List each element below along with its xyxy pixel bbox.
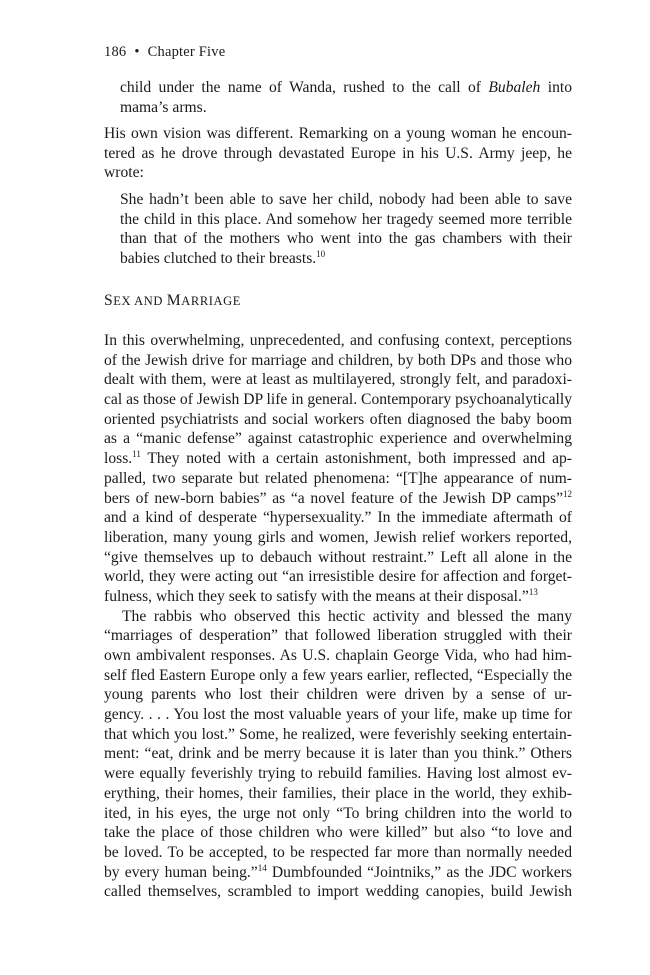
paragraph-line: self fled Eastern Europe only a few years earlier, reflected, “Especially the bbox=[104, 666, 572, 684]
quote-line: child under the name of Wanda, rushed to the call of Bubaleh into bbox=[120, 79, 572, 96]
paragraph-line: world, they were acting out “an irresistible desire for affection and forget- bbox=[104, 568, 572, 586]
paragraph-line: and a kind of desperate “hypersexuality.” In the immediate aftermath of bbox=[104, 509, 572, 527]
running-header bbox=[104, 44, 225, 61]
paragraph-line: palled, two separate but related phenomena: “[T]he appearance of num- bbox=[104, 469, 572, 487]
paragraph-line: In this overwhelming, unprecedented, and confusing context, perceptions bbox=[104, 332, 572, 349]
quote-line: the child in this place. And somehow her tragedy seemed more terrible bbox=[120, 210, 572, 228]
paragraph-line: erything, their homes, their families, their place in the world, they exhib- bbox=[104, 784, 572, 802]
quote-line: mama’s arms. bbox=[120, 98, 207, 116]
paragraph-line: were equally feverishly trying to rebuild families. Having lost almost ev- bbox=[104, 765, 572, 783]
paragraph-line: ited, in his eyes, the urge not only “To bring children into the world to bbox=[104, 804, 572, 822]
section-heading: SEX AND MARRIAGE bbox=[104, 292, 242, 309]
footnote-ref: 14 bbox=[257, 862, 267, 873]
chapter-title: Chapter Five bbox=[147, 44, 226, 60]
paragraph-line: “give themselves up to debauch without restraint.” Left all alone in the bbox=[104, 548, 572, 566]
header-separator: • bbox=[134, 44, 140, 60]
block-quote-2 bbox=[120, 190, 572, 269]
paragraph-line: fulness, which they seek to satisfy with the means at their disposal.”$^{13}$ bbox=[104, 586, 538, 605]
paragraph-line: young parents who lost their children were driven by a sense of ur- bbox=[104, 686, 572, 704]
paragraph-line: take the place of those children who were killed” but also “to love and bbox=[104, 824, 572, 842]
paragraph-line: called themselves, scrambled to import wedding canopies, build Jewish bbox=[104, 883, 572, 901]
block-quote-1 bbox=[120, 78, 572, 117]
page-number: 186 bbox=[104, 44, 127, 60]
italic-term: Bubaleh bbox=[488, 79, 541, 96]
paragraph-line: oriented psychiatrists and social workers often diagnosed the baby boom bbox=[104, 410, 572, 428]
paragraph-line: The rabbis who observed this hectic activity and blessed the many bbox=[122, 607, 572, 625]
paragraph-line: own ambivalent responses. As U.S. chaplain George Vida, who had him- bbox=[104, 647, 572, 664]
quote-line: than that of the mothers who went into the gas chambers with their bbox=[120, 230, 572, 248]
paragraph-line: loss.$^{11}$ They noted with a certain astonishment, both impressed and ap- bbox=[104, 449, 572, 468]
paragraph-line: dealt with them, were at least as multilayered, strongly felt, and paradoxi- bbox=[104, 371, 572, 389]
quote-line: babies clutched to their breasts.$^{10}$ bbox=[120, 249, 326, 268]
paragraph-line: liberation, many young girls and women, Jewish relief workers reported, bbox=[104, 528, 572, 546]
paragraph-line: His own vision was different. Remarking on a young woman he encoun- bbox=[104, 125, 572, 142]
footnote-ref: 12 bbox=[563, 488, 572, 499]
paragraph-line: be loved. To be accepted, to be respected far more than normally needed bbox=[104, 843, 572, 861]
footnote-ref: 10 bbox=[316, 249, 326, 260]
paragraph-line: that which you lost.” Some, he realized, were feverishly seeking entertain- bbox=[104, 725, 572, 743]
body-text bbox=[104, 331, 572, 902]
footnote-ref: 11 bbox=[132, 449, 141, 460]
paragraph-line: cal as those of Jewish DP life in general. Contemporary psychoanalytically bbox=[104, 391, 572, 409]
paragraph-line: as a “manic defense” against catastrophic experience and overwhelming bbox=[104, 430, 572, 448]
paragraph-line: by every human being.”$^{14}$ Dumbfounded “Jointniks,” as the JDC workers bbox=[104, 862, 572, 881]
paragraph-line: wrote: bbox=[104, 164, 144, 182]
quote-line: She hadn’t been able to save her child, nobody had been able to save bbox=[120, 191, 572, 208]
footnote-ref: 13 bbox=[528, 586, 538, 597]
paragraph-line: bers of new-born babies” as “a novel feature of the Jewish DP camps”$^{12}$ bbox=[104, 488, 572, 507]
paragraph-line: tered as he drove through devastated Europe in his U.S. Army jeep, he bbox=[104, 144, 572, 162]
paragraph-line: “marriages of desperation” that followed liberation struggled with their bbox=[104, 627, 572, 645]
paragraph-line: gency. . . . You lost the most valuable years of your life, make up time for bbox=[104, 706, 572, 724]
intro-paragraph bbox=[104, 124, 572, 183]
paragraph-line: ment: “eat, drink and be merry because it is later than you think.” Others bbox=[104, 745, 572, 763]
paragraph-line: of the Jewish drive for marriage and children, by both DPs and those who bbox=[104, 351, 572, 369]
